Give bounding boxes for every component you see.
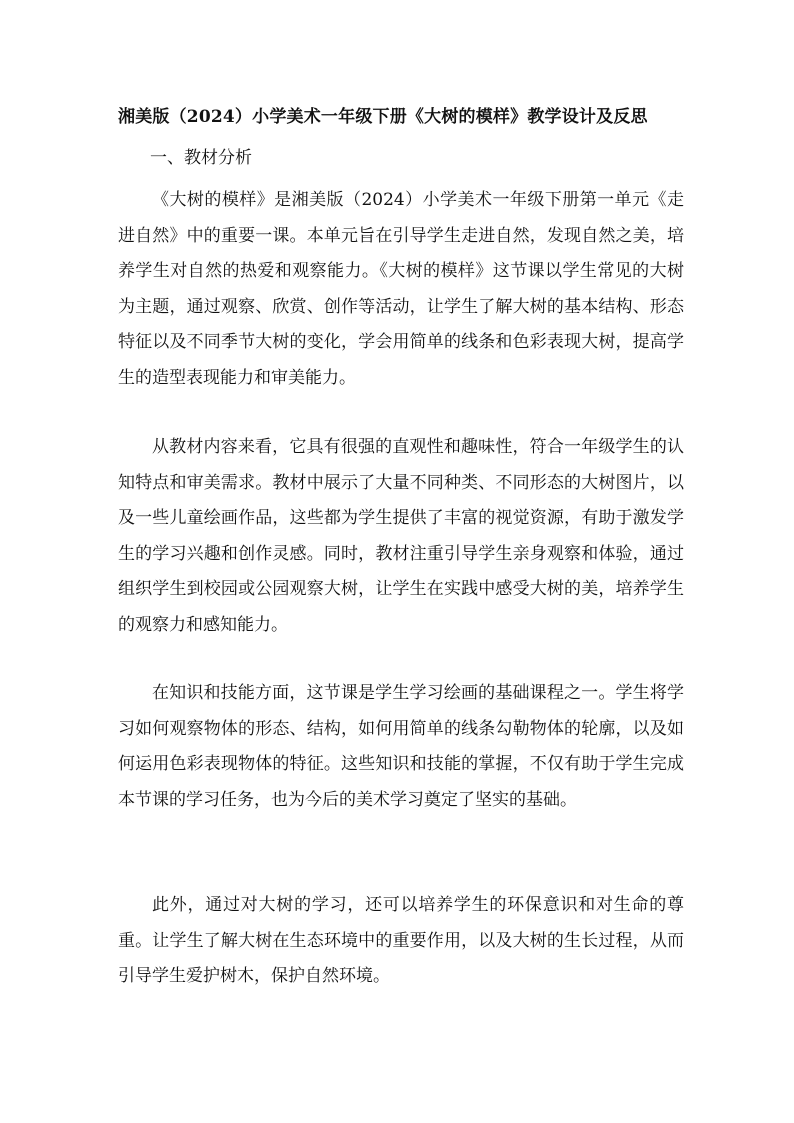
paragraph-4: 此外，通过对大树的学习，还可以培养学生的环保意识和对生命的尊重。让学生了解大树在生态环境中的重要作用，以及大树的生长过程，从而引导学生爱护树木，保护自然环境。 [118, 895, 684, 986]
paragraph-1: 《大树的模样》是湘美版（2024）小学美术一年级下册第一单元《走进自然》中的重要一课。本单元旨在引导学生走进自然，发现自然之美，培养学生对自然的热爱和观察能力。《大树的模样》这节课以学生常见的大树为主题，通过观察、欣赏、创作等活动，让学生了解大树的基本结构、形态特征以及不同季节大树的变化，学会用简单的线条和色彩表现大树，提高学生的造型表现能力和审美能力。 [118, 190, 684, 388]
paragraph-2: 从教材内容来看，它具有很强的直观性和趣味性，符合一年级学生的认知特点和审美需求。教材中展示了大量不同种类、不同形态的大树图片，以及一些儿童绘画作品，这些都为学生提供了丰富的视觉资源，有助于激发学生的学习兴趣和创作灵感。同时，教材注重引导学生亲身观察和体验，通过组织学生到校园或公园观察大树，让学生在实践中感受大树的美，培养学生的观察力和感知能力。 [118, 437, 684, 635]
document-title: 湘美版（2024）小学美术一年级下册《大树的模样》教学设计及反思 [118, 107, 648, 127]
paragraph-3: 在知识和技能方面，这节课是学生学习绘画的基础课程之一。学生将学习如何观察物体的形态、结构，如何用简单的线条勾勒物体的轮廓，以及如何运用色彩表现物体的特征。这些知识和技能的掌握，不仅有助于学生完成本节课的学习任务，也为今后的美术学习奠定了坚实的基础。 [118, 683, 684, 810]
section-heading: 一、教材分析 [150, 148, 252, 168]
